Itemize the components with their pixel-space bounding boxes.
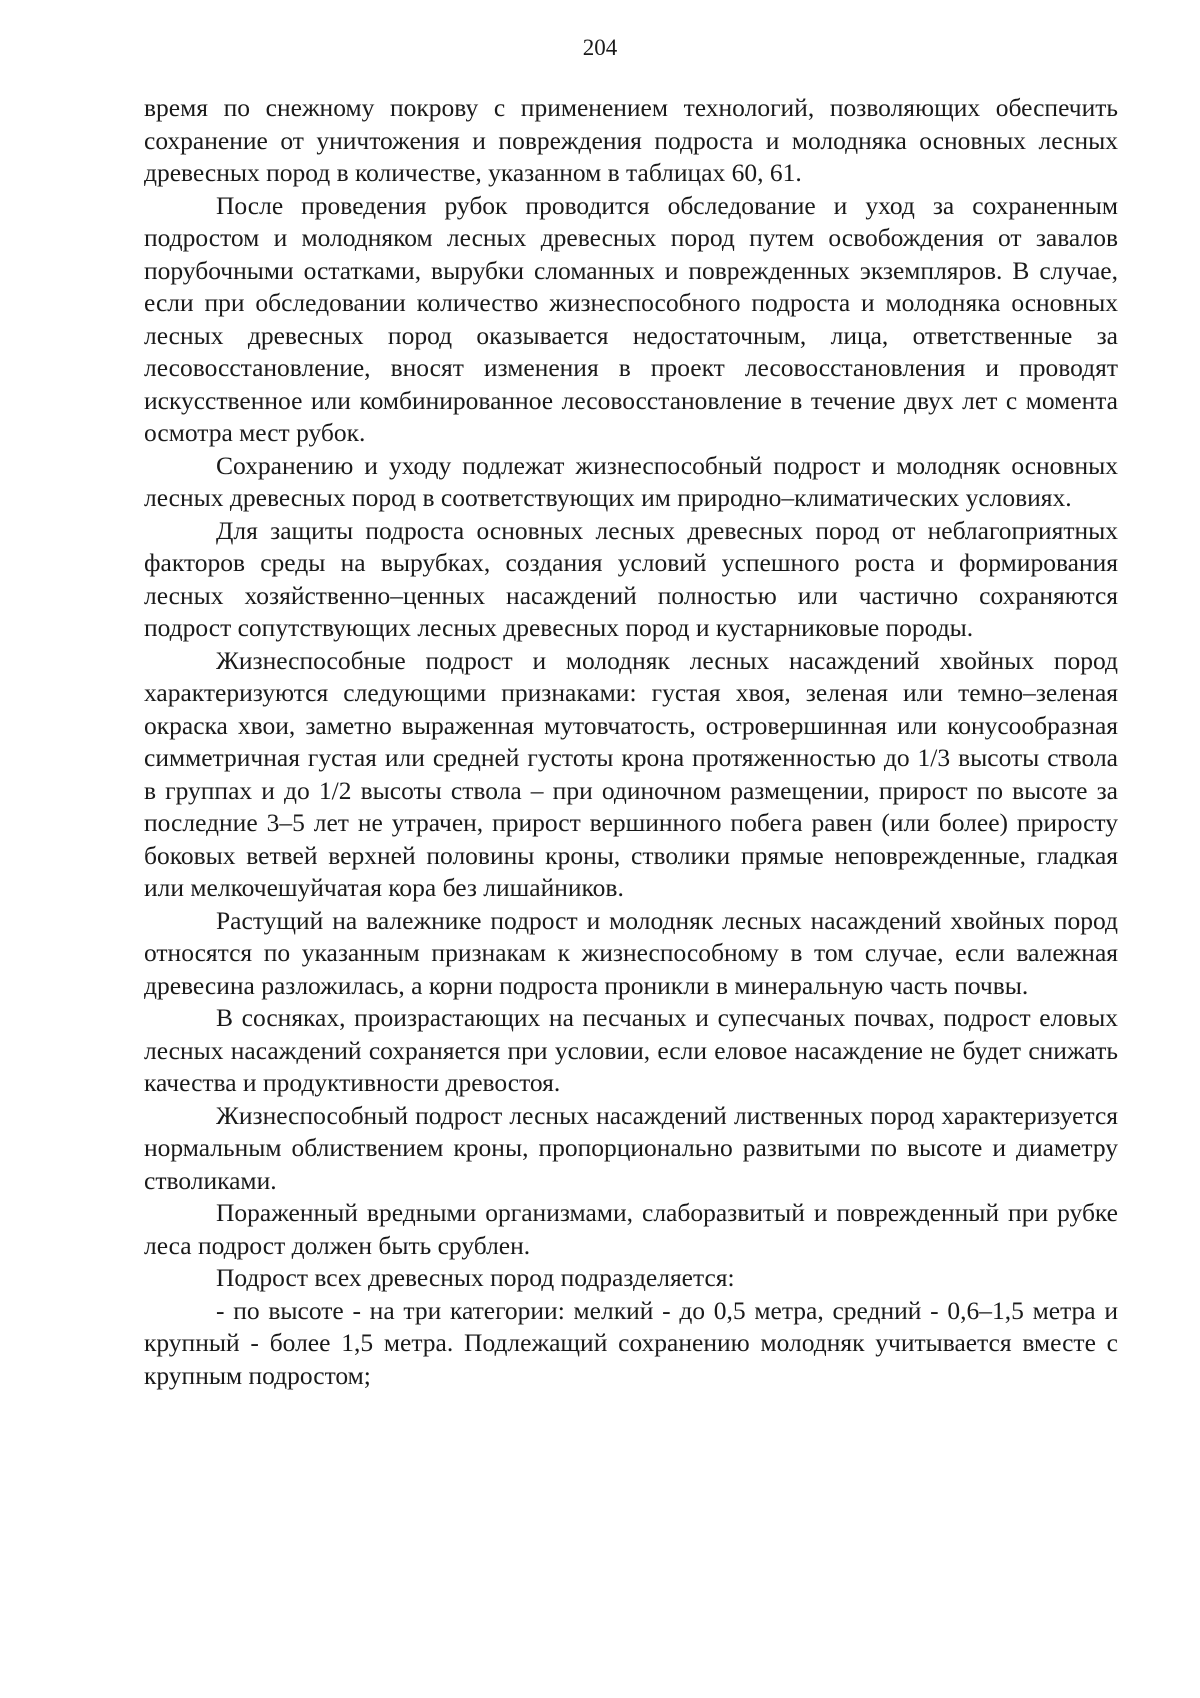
body-text — [144, 92, 1118, 1392]
paragraph-1: время по снежному покрову с применением технологий, позволяющих обеспечить сохранение от уничтожения и повреждения подроста и молодняка основных лесных древесных пород в количестве, указанном в таблицах 60, 61. — [144, 93, 1118, 187]
paragraph-9: Пораженный вредными организмами, слаборазвитый и поврежденный при рубке леса подрост должен быть срублен. — [144, 1198, 1118, 1260]
paragraph-2: После проведения рубок проводится обследование и уход за сохраненным подростом и молодняком лесных древесных пород путем освобождения от завалов порубочными остатками, вырубки сломанных и поврежденных экземпляров. В случае, если при обследовании количество жизнеспособного подроста и молодняка основных лесных древесных пород оказывается недостаточным, лица, ответственные за лесовосстановление, вносят изменения в проект лесовосстановления и проводят искусственное или комбинированное лесовосстановление в течение двух лет с момента осмотра мест рубок. — [144, 190, 1118, 447]
paragraph-6: Растущий на валежнике подрост и молодняк лесных насаждений хвойных пород относятся по указанным признакам к жизнеспособному в том случае, если валежная древесина разложилась, а корни подроста проникли в минеральную часть почвы. — [144, 905, 1118, 1000]
paragraph-5: Жизнеспособные подрост и молодняк лесных насаждений хвойных пород характеризуются следующими признаками: густая хвоя, зеленая или темно–зеленая окраска хвои, заметно выраженная мутовчатость, островершинная или конусообразная симметричная густая или средней густоты крона протяженностью до 1/3 высоты ствола в группах и до 1/2 высоты ствола – при одиночном размещении, прирост по высоте за последние 3–5 лет не утрачен, прирост вершинного побега равен (или более) приросту боковых ветвей верхней половины кроны, стволики прямые неповрежденные, гладкая или мелкочешуйчатая кора без лишайников. — [144, 645, 1118, 902]
paragraph-10: Подрост всех древесных пород подразделяется: — [216, 1263, 735, 1292]
paragraph-7: В сосняках, произрастающих на песчаных и супесчаных почвах, подрост еловых лесных насаждений сохраняется при условии, если еловое насаждение не будет снижать качества и продуктивности древостоя. — [144, 1003, 1118, 1097]
page-number: 204 — [582, 35, 618, 60]
paragraph-8: Жизнеспособный подрост лесных насаждений лиственных пород характеризуется нормальным облиствением кроны, пропорционально развитыми по высоте и диаметру стволиками. — [144, 1100, 1118, 1195]
paragraph-4: Для защиты подроста основных лесных древесных пород от неблагоприятных факторов среды на вырубках, создания условий успешного роста и формирования лесных хозяйственно–ценных насаждений полностью или частично сохраняются подрост сопутствующих лесных древесных пород и кустарниковые породы. — [144, 515, 1118, 642]
paragraph-3: Сохранению и уходу подлежат жизнеспособный подрост и молодняк основных лесных древесных пород в соответствующих им природно–климатических условиях. — [144, 450, 1118, 512]
paragraph-11: - по высоте - на три категории: мелкий - до 0,5 метра, средний - 0,6–1,5 метра и крупный - более 1,5 метра. Подлежащий сохранению молодняк учитывается вместе с крупным подростом; — [144, 1295, 1118, 1390]
